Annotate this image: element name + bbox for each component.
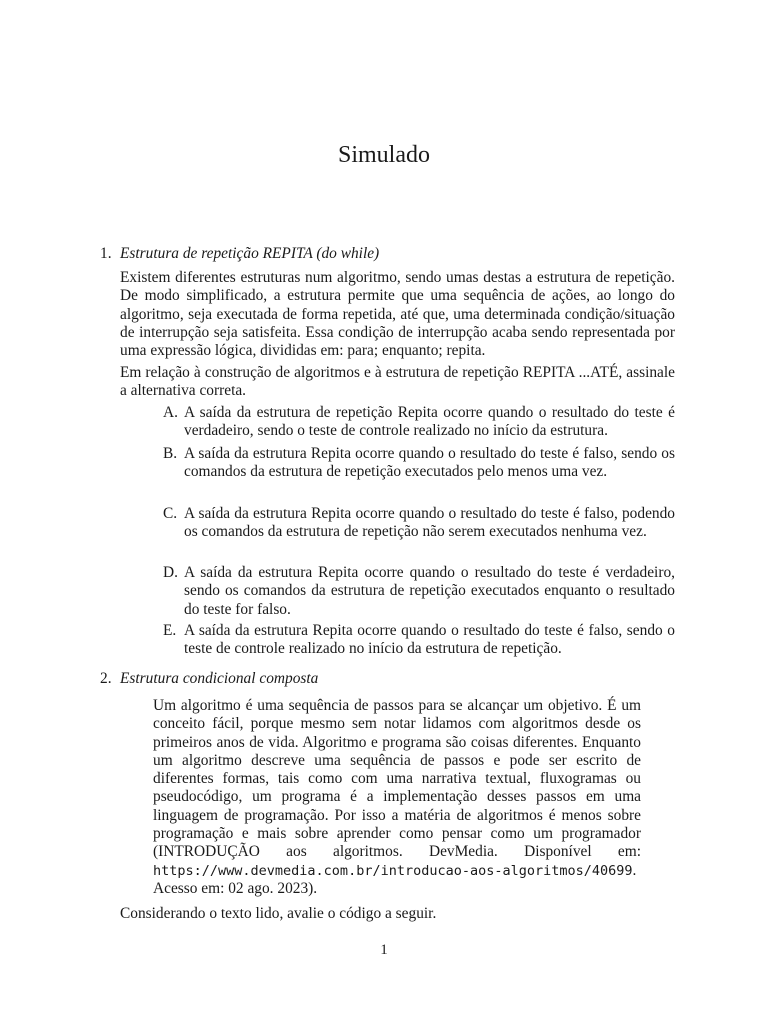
quote-url-link[interactable]: https://www.devmedia.com.br/introducao-aos-algoritmos/40699 bbox=[153, 862, 633, 879]
option-e bbox=[163, 622, 675, 659]
option-c-letter: C. bbox=[163, 505, 178, 522]
page-number: 1 bbox=[380, 942, 388, 958]
question-2-title: Estrutura condicional composta bbox=[120, 670, 319, 687]
question-2-quote bbox=[153, 697, 641, 898]
question-1-paragraph-1: Existem diferentes estruturas num algoritmo, sendo umas destas a estrutura de repetição. De modo simplificado, a estrutura permite que uma sequência de ações, ao longo do algoritmo, seja executada de forma repetida, até que, uma determinada condição/situação de interrupção seja satisfeita. Essa condição de interrupção acaba sendo representada por uma expressão lógica, divididas em: para; enquanto; repita. bbox=[120, 269, 675, 360]
question-1-heading bbox=[100, 245, 675, 263]
option-e-text: A saída da estrutura Repita ocorre quando o resultado do teste é falso, sendo o teste de controle realizado no início da estrutura de repetição. bbox=[184, 622, 675, 658]
option-c bbox=[163, 505, 675, 542]
question-2-closing: Considerando o texto lido, avalie o código a seguir. bbox=[120, 905, 437, 922]
question-2-heading bbox=[100, 670, 675, 688]
option-d bbox=[163, 564, 675, 619]
question-2-number: 2. bbox=[100, 670, 112, 687]
option-a-text: A saída da estrutura de repetição Repita ocorre quando o resultado do teste é verdadeiro, sendo o teste de controle realizado no início da estrutura. bbox=[184, 404, 675, 440]
question-1-title: Estrutura de repetição REPITA (do while) bbox=[120, 245, 380, 262]
option-c-text: A saída da estrutura Repita ocorre quando o resultado do teste é falso, podendo os comandos da estrutura de repetição não serem executados nenhuma vez. bbox=[184, 505, 675, 541]
quote-tail: . Acesso em: 02 ago. 2023). bbox=[153, 861, 637, 897]
page-title: Simulado bbox=[337, 142, 430, 168]
option-b bbox=[163, 445, 675, 482]
option-a bbox=[163, 404, 675, 441]
option-e-letter: E. bbox=[163, 622, 177, 639]
question-1-number: 1. bbox=[100, 245, 112, 262]
option-a-letter: A. bbox=[163, 404, 178, 421]
quote-text: Um algoritmo é uma sequência de passos para se alcançar um objetivo. É um conceito fácil, porque mesmo sem notar lidamos com algoritmos desde os primeiros anos de vida. Algoritmo e programa são coisas diferentes. Enquanto um algoritmo descreve uma sequência de passos e pode ser escrito de diferentes formas, tais como com uma narrativa textual, fluxogramas ou pseudocódigo, um programa é a implementação desses passos em uma linguagem de programação. Por isso a matéria de algoritmos é menos sobre programação e mais sobre aprender como pensar como um programador (INTRODUÇÃO aos algoritmos. DevMedia. Disponível em: bbox=[153, 697, 641, 861]
option-b-text: A saída da estrutura Repita ocorre quando o resultado do teste é falso, sendo os comandos da estrutura de repetição executados pelo menos uma vez. bbox=[184, 445, 675, 481]
option-d-text: A saída da estrutura Repita ocorre quando o resultado do teste é verdadeiro, sendo os comandos da estrutura de repetição executados enquanto o resultado do teste for falso. bbox=[184, 564, 675, 618]
option-b-letter: B. bbox=[163, 445, 178, 462]
question-1-paragraph-2: Em relação à construção de algoritmos e à estrutura de repetição REPITA ...ATÉ, assinale a alternativa correta. bbox=[120, 364, 675, 400]
option-d-letter: D. bbox=[163, 564, 178, 581]
